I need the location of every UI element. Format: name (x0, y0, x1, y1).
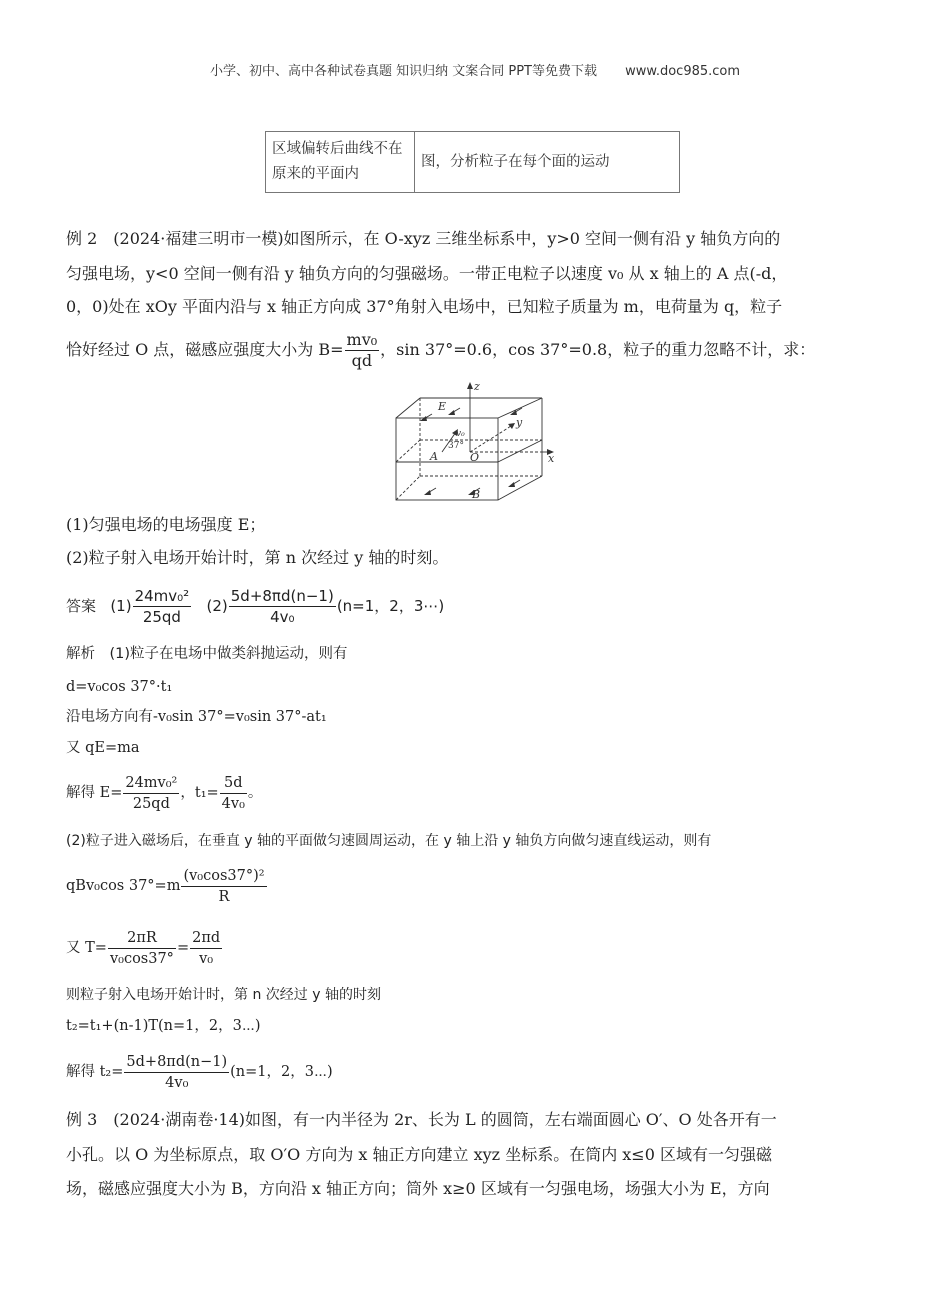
answer-line (66, 585, 444, 627)
analysis-line4: 又 qE=ma (66, 740, 140, 756)
table-row (266, 132, 680, 193)
header-text: 小学、初中、高中各种试卷真题 知识归纳 文案合同 PPT等免费下载 (209, 64, 597, 79)
axis-z-label: z (474, 380, 480, 393)
example2-line3: 0，0)处在 xOy 平面内沿与 x 轴正方向成 37°角射入电场中，已知粒子质量为 m，电荷量为 q，粒子 (66, 297, 783, 316)
table-cell: 图，分析粒子在每个面的运动 (415, 132, 680, 193)
t-num: 5d+8πd(n−1) (230, 587, 334, 605)
e-num: 24mv₀² (134, 587, 190, 605)
r-num: (v₀cos37°)² (181, 866, 266, 887)
question2: (2)粒子射入电场开始计时，第 n 次经过 y 轴的时刻。 (66, 548, 449, 567)
field-b-label: B (472, 488, 481, 501)
example3-line1: 例 3 (2024·湖南卷·14)如图，有一内半径为 2r、长为 L 的圆筒，左右端面圆心 O′、O 处各开有一 (66, 1110, 777, 1129)
e-den: 25qd (142, 608, 181, 626)
e-num: 24mv₀² (123, 773, 179, 794)
analysis-line8-pre: 又 T= (66, 940, 107, 956)
example2-line4 (66, 330, 815, 371)
analysis-line7 (66, 862, 268, 910)
answer-part1: (1) (110, 597, 132, 615)
tp2-num: 2πd (190, 928, 222, 949)
axis-y-label: y (516, 416, 523, 429)
table-cell: 区域偏转后曲线不在原来的平面内 (266, 132, 415, 193)
example2-line2: 匀强电场，y<0 空间一侧有沿 y 轴负方向的匀强磁场。一带正电粒子以速度 v₀ 从 x 轴上的 A 点(-d， (66, 264, 788, 283)
question1: (1)匀强电场的电场强度 E； (66, 515, 266, 534)
example3-line3: 场，磁感应强度大小为 B，方向沿 x 轴正方向；筒外 x≥0 区域有一匀强电场，场强大小为 E，方向 (66, 1179, 770, 1198)
t-den: 4v₀ (270, 608, 295, 626)
tp2-den: v₀ (199, 950, 214, 967)
t1-den: 4v₀ (221, 795, 245, 812)
summary-table (265, 131, 680, 193)
point-a-label: A (430, 450, 438, 463)
t-num: 5d+8πd(n−1) (124, 1052, 229, 1073)
t-fraction (229, 586, 336, 627)
cube-diagram (390, 380, 560, 505)
analysis-line11-pre: 解得 t₂= (66, 1064, 124, 1080)
answer-label: 答案 (66, 597, 97, 615)
analysis-line5 (66, 771, 262, 815)
example2-line4-post: ，sin 37°=0.6，cos 37°=0.8，粒子的重力忽略不计，求： (380, 340, 816, 359)
analysis-line11 (66, 1049, 333, 1095)
analysis-line3: 沿电场方向有-v₀sin 37°=v₀sin 37°-at₁ (66, 709, 327, 725)
answer-tail: (n=1，2，3⋯) (336, 597, 445, 615)
analysis-line8-eq: = (176, 940, 190, 956)
t1-fraction (220, 773, 247, 814)
tp1-num: 2πR (108, 928, 176, 949)
t-period-fraction-2 (190, 928, 222, 969)
velocity-label: v₀ (456, 429, 465, 439)
analysis-line9: 则粒子射入电场开始计时，第 n 次经过 y 轴的时刻 (66, 987, 381, 1003)
page-header (0, 60, 950, 79)
t-fraction (124, 1052, 229, 1093)
tp1-den: v₀cos37° (109, 950, 174, 967)
example2-line1: 例 2 (2024·福建三明市一模)如图所示，在 O-xyz 三维坐标系中，y>0 空间一侧有沿 y 轴负方向的 (66, 229, 781, 248)
analysis-line1: 解析 (1)粒子在电场中做类斜抛运动，则有 (66, 646, 348, 662)
b-den: qd (351, 351, 373, 370)
analysis-line5-end: 。 (247, 785, 263, 801)
r-den: R (218, 888, 230, 905)
analysis-line5-mid: ，t₁= (180, 785, 219, 801)
analysis-line7-pre: qBv₀cos 37°=m (66, 878, 181, 894)
e-fraction (133, 586, 192, 627)
point-o-label: O (470, 451, 480, 464)
t1-num: 5d (220, 773, 247, 794)
angle-label: 37° (448, 441, 464, 451)
example2-line4-pre: 恰好经过 O 点，磁感应强度大小为 B= (66, 340, 344, 359)
field-e-label: E (438, 400, 447, 413)
header-url[interactable]: www.doc985.com (625, 64, 741, 79)
r-fraction (181, 866, 266, 907)
analysis-line6: (2)粒子进入磁场后，在垂直 y 轴的平面做匀速圆周运动，在 y 轴上沿 y 轴负方向做匀速直线运动，则有 (66, 833, 712, 849)
answer-part2: (2) (206, 597, 228, 615)
analysis-line8 (66, 924, 223, 972)
analysis-line2: d=v₀cos 37°·t₁ (66, 679, 173, 695)
e-den: 25qd (132, 795, 170, 812)
t-period-fraction-1 (108, 928, 176, 969)
analysis-line5-pre: 解得 E= (66, 785, 123, 801)
b-num: mv₀ (346, 330, 378, 349)
analysis-line10: t₂=t₁+(n-1)T(n=1，2，3⋯) (66, 1018, 261, 1034)
analysis-line11-post: (n=1，2，3⋯) (230, 1064, 333, 1080)
b-fraction (345, 330, 380, 371)
axis-x-label: x (548, 452, 555, 465)
e-fraction (123, 773, 179, 814)
t-den: 4v₀ (165, 1074, 189, 1091)
example3-line2: 小孔。以 O 为坐标原点，取 O′O 方向为 x 轴正方向建立 xyz 坐标系。在筒内 x≤0 区域有一匀强磁 (66, 1145, 772, 1164)
